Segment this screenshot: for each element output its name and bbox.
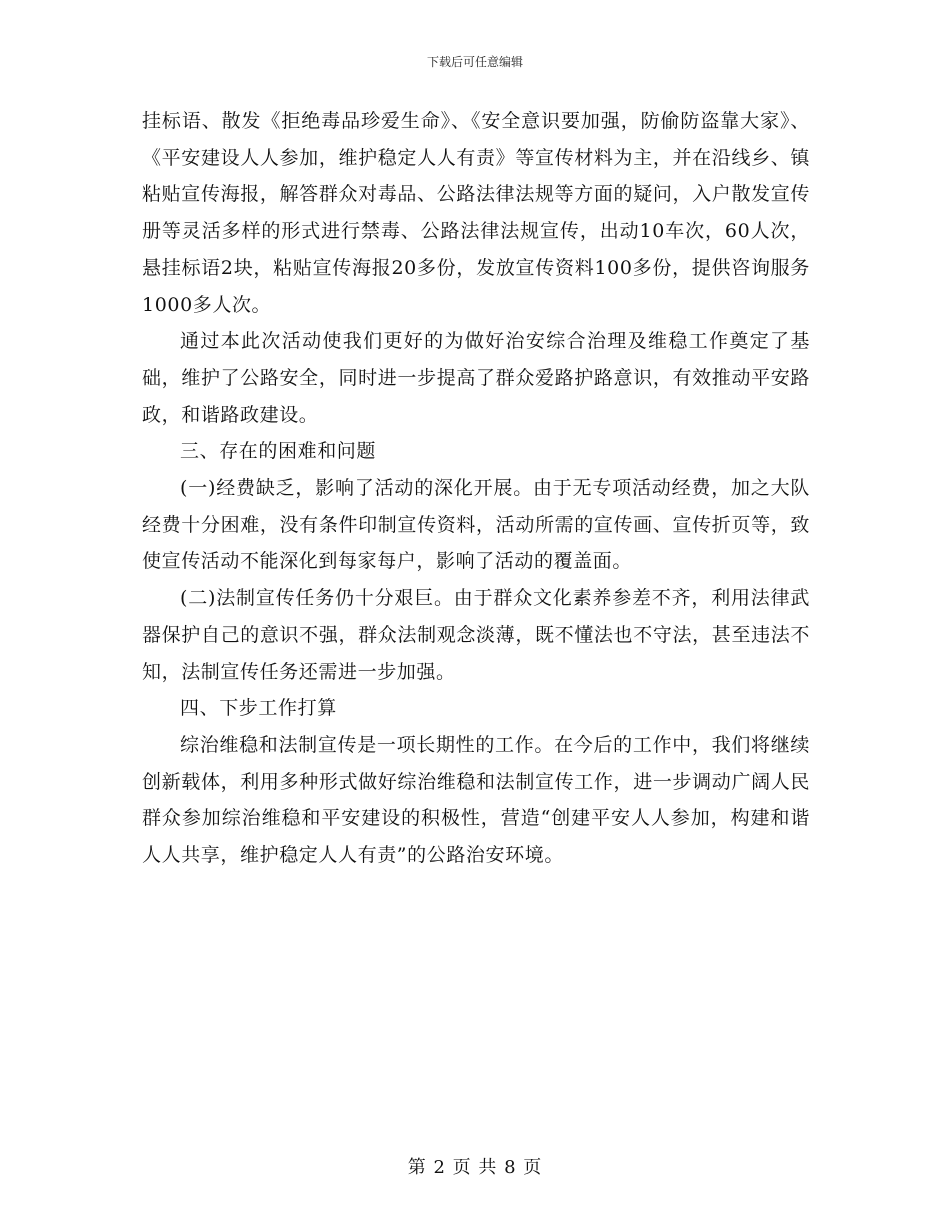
page-number: 第 2 页 共 8 页 bbox=[407, 1157, 543, 1178]
paragraph-next-steps: 综治维稳和法制宣传是一项长期性的工作。在今后的工作中，我们将继续创新载体，利用多种形式做好综治维稳和法制宣传工作，进一步调动广阔人民群众参加综治维稳和平安建设的积极性，营造“创建平安人人参加，构建和谐人人共享，维护稳定人人有责”的公路治安环境。 bbox=[142, 733, 810, 867]
paragraph-problem-legal-education: (二)法制宣传任务仍十分艰巨。由于群众文化素养参差不齐，利用法律武器保护自己的意识不强，群众法制观念淡薄，既不懂法也不守法，甚至违法不知，法制宣传任务还需进一步加强。 bbox=[142, 587, 810, 683]
paragraph-continuation: 挂标语、散发《拒绝毒品珍爱生命》、《安全意识要加强，防偷防盗靠大家》、《平安建设人人参加，维护稳定人人有责》等宣传材料为主，并在沿线乡、镇粘贴宣传海报，解答群众对毒品、公路法律法规等方面的疑问，入户散发宣传册等灵活多样的形式进行禁毒、公路法律法规宣传，出动10车次，60人次，悬挂标语2块，粘贴宣传海报20多份，发放宣传资料100多份，提供咨询服务1000多人次。 bbox=[142, 110, 810, 316]
paragraph-problem-funding: (一)经费缺乏，影响了活动的深化开展。由于无专项活动经费，加之大队经费十分困难，没有条件印制宣传资料，活动所需的宣传画、宣传折页等，致使宣传活动不能深化到每家每户，影响了活动的覆盖面。 bbox=[142, 477, 810, 573]
page-header-note: 下载后可任意编辑 bbox=[426, 55, 523, 69]
paragraph-summary: 通过本此次活动使我们更好的为做好治安综合治理及维稳工作奠定了基础，维护了公路安全，同时进一步提高了群众爱路护路意识，有效推动平安路政，和谐路政建设。 bbox=[142, 330, 810, 426]
section-heading-next-steps: 四、下步工作打算 bbox=[180, 697, 337, 720]
section-heading-problems: 三、存在的困难和问题 bbox=[180, 440, 377, 463]
document-body bbox=[142, 103, 810, 874]
